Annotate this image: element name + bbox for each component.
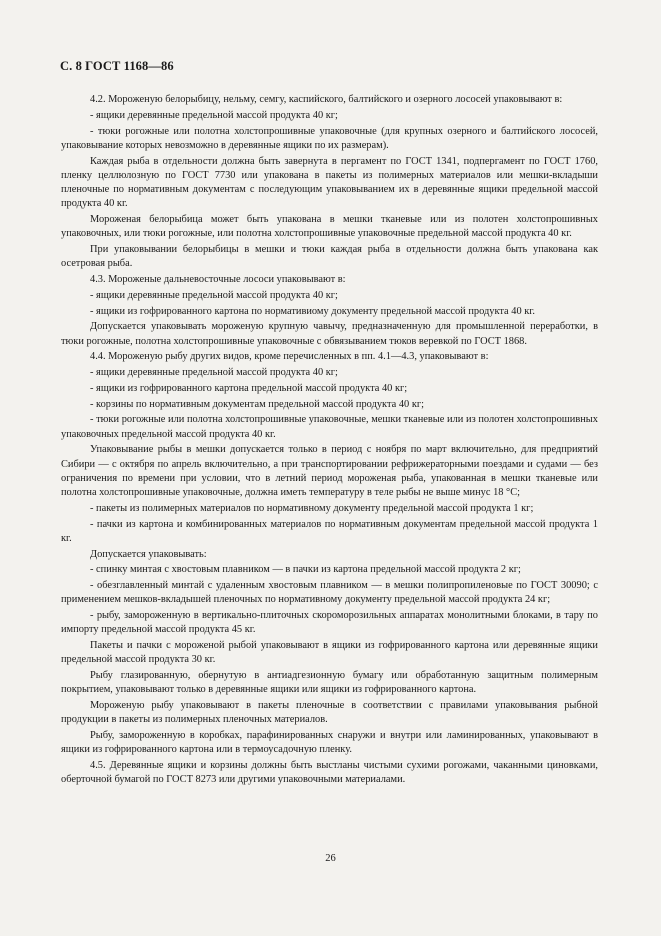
- list-item: - рыбу, замороженную в вертикально-плиточных скороморозильных аппаратах монолитными блоками, в тару по импорту предельной массой продукта 45 кг.: [61, 610, 598, 636]
- paragraph-4-2: 4.2. Мороженую белорыбицу, нельму, семгу, каспийского, балтийского и озерного лососей упаковывают в:: [90, 94, 563, 105]
- paragraph: Мороженая белорыбица может быть упакована в мешки тканевые или из полотен холстопрошивных упаковочных, или тюки рогожные, или полотна холстопрошивные упаковочные предельной массой продукта 40 кг.: [61, 214, 598, 240]
- paragraph: Пакеты и пачки с мороженой рыбой упаковывают в ящики из гофрированного картона или деревянные ящики предельной массой продукта 30 кг.: [61, 640, 598, 666]
- paragraph: Рыбу глазированную, обернутую в антиадгезионную бумагу или обработанную защитным полимерным покрытием, упаковывают только в деревянные ящики или ящики из гофрированного картона.: [61, 670, 598, 696]
- paragraph: Каждая рыба в отдельности должна быть завернута в пергамент по ГОСТ 1341, подпергамент по ГОСТ 1760, пленку целлюлозную по ГОСТ 7730 или упакована в пакеты из полимерных материалов или мешки-вкладыши пленочные по нормативным документам с последующим упаковыванием их в деревянные ящики предельной массой продукта 40 кг.: [61, 155, 598, 210]
- list-item: - ящики деревянные предельной массой продукта 40 кг;: [90, 289, 338, 301]
- page-header: С. 8 ГОСТ 1168—86: [60, 59, 174, 73]
- paragraph: Рыбу, замороженную в коробках, парафинированных снаружи и внутри или ламинированных, упаковывают в ящики из гофрированного картона или в термоусадочную пленку.: [61, 730, 598, 756]
- paragraph: Упаковывание рыбы в мешки допускается только в период с ноября по март включительно, для предприятий Сибири — с октября по апрель включительно, а при транспортировании рефрижераторными поездами и судами — без ограничения по времени при условии, что в летний период мороженая рыба, упакованная в мешки тканевые или полотна холстопрошивные упаковочные, должна иметь температуру в теле рыбы не выше минус 18 °С;: [61, 444, 598, 498]
- document-body: [61, 93, 598, 789]
- list-item: - ящики деревянные предельной массой продукта 40 кг;: [90, 367, 338, 378]
- paragraph-4-5: 4.5. Деревянные ящики и корзины должны быть выстланы чистыми сухими рогожами, чаканными циновками, оберточной бумагой по ГОСТ 8273 или другими упаковочными материалами.: [61, 760, 598, 786]
- list-item: - корзины по нормативным документам предельной массой продукта 40 кг;: [90, 398, 425, 410]
- list-item: - ящики из гофрированного картона по нормативиому документу предельной массой продукта 40 кг.: [90, 305, 535, 317]
- list-item: - обезглавленный минтай с удаленным хвостовым плавником — в мешки полипропиленовые по ГОСТ 30090; с применением мешков-вкладышей пленочных по нормативному документу предельной массой продукта 24 кг;: [61, 580, 598, 606]
- paragraph-4-3: 4.3. Мороженые дальневосточные лососи упаковывают в:: [90, 274, 346, 285]
- list-item: - пакеты из полимерных материалов по нормативному документу предельной массой продукта 1 кг;: [90, 502, 534, 514]
- page-number: 26: [325, 853, 336, 864]
- list-item: - ящики из гофрированного картона предельной массой продукта 40 кг;: [90, 382, 408, 394]
- list-item: - тюки рогожные или полотна холстопрошивные упаковочные, мешки тканевые или из полотен холстопрошивных упаковочных предельной массой продукта 40 кг.: [61, 414, 598, 440]
- list-item: - пачки из картона и комбинированных материалов по нормативным документам предельной массой продукта 1 кг.: [61, 518, 598, 544]
- paragraph: Допускается упаковывать:: [90, 548, 207, 560]
- paragraph: При упаковывании белорыбицы в мешки и тюки каждая рыба в отдельности должна быть упакована как осетровая рыба.: [61, 244, 598, 270]
- list-item: - тюки рогожные или полотна холстопрошивные упаковочные (для крупных озерного и балтийского лососей, упаковывание которых невозможно в деревянные ящики по их размерам).: [61, 125, 598, 151]
- list-item: - спинку минтая с хвостовым плавником — в пачки из картона предельной массой продукта 2 кг;: [90, 564, 521, 576]
- paragraph-4-4: 4.4. Мороженую рыбу других видов, кроме перечисленных в пп. 4.1—4.3, упаковывают в:: [90, 351, 489, 363]
- paragraph: Мороженую рыбу упаковывают в пакеты пленочные в соответствии с правилами упаковывания рыбной продукции в пакеты из полимерных пленочных материалов.: [61, 700, 598, 726]
- paragraph: Допускается упаковывать мороженую крупную чавычу, предназначенную для промышленной переработки, в тюки рогожные, полотна холстопрошивные упаковочные с обвязыванием тюков веревкой по ГОСТ 1868.: [61, 321, 598, 347]
- list-item: - ящики деревянные предельной массой продукта 40 кг;: [90, 109, 338, 121]
